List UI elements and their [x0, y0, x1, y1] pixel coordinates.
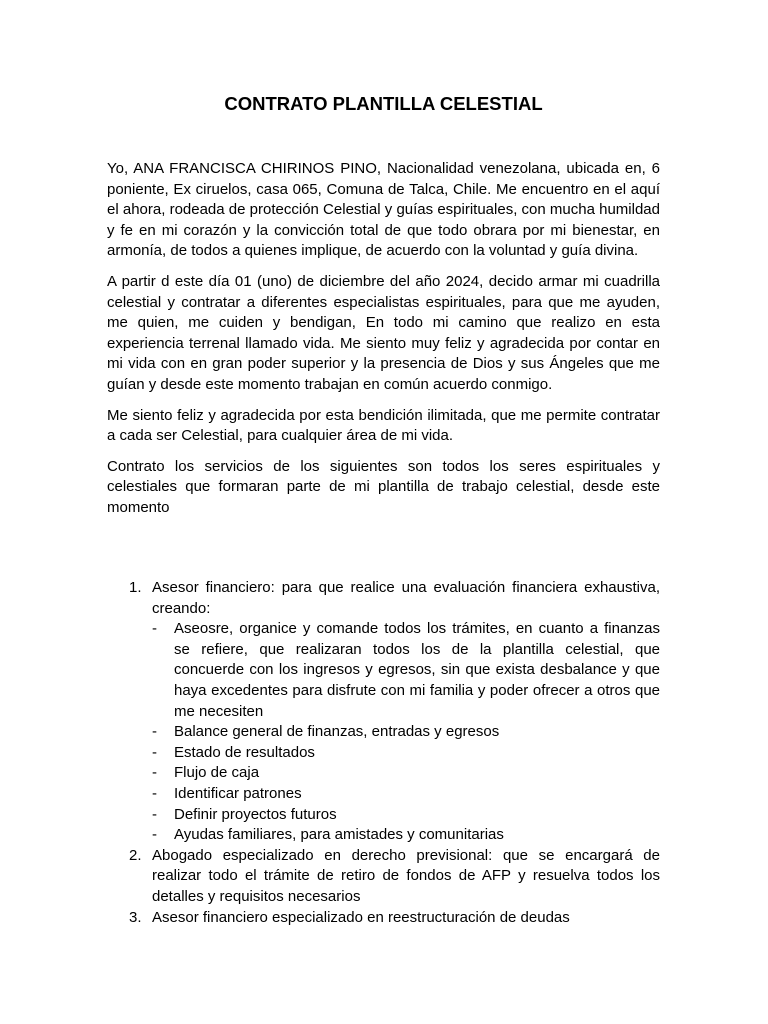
sub-list-item — [152, 722, 660, 743]
list-number: 2. — [129, 846, 142, 864]
sub-item-text: Balance general de finanzas, entradas y egresos — [174, 723, 500, 741]
sub-item-text: Identificar patrones — [174, 784, 302, 802]
paragraph-gratitude: Me siento feliz y agradecida por esta bendición ilimitada, que me permite contratar a cada ser Celestial, para cualquier área de mi vida. — [107, 406, 660, 445]
dash-marker: - — [152, 784, 157, 802]
list-item-text: Abogado especializado en derecho previsional: que se encargará de realizar todo el trámite de retiro de fondos de AFP y resuelva todos los detalles y requisitos necesarios — [152, 846, 660, 905]
dash-marker: - — [152, 805, 157, 823]
document-body — [107, 159, 660, 529]
sub-list-item — [152, 763, 660, 784]
dash-marker: - — [152, 826, 157, 844]
sub-list-item — [152, 784, 660, 805]
paragraph-services: Contrato los servicios de los siguientes son todos los seres espirituales y celestiales que formaran parte de mi plantilla de trabajo celestial, desde este momento — [107, 457, 660, 516]
sub-item-text: Definir proyectos futuros — [174, 805, 337, 823]
sub-item-text: Aseosre, organice y comande todos los trámites, en cuanto a finanzas se refiere, que realizaran todos los de la plantilla celestial, que concuerde con los ingresos y egresos, sin que exista desbalance y que haya excedentes para disfrute con mi familia y poder ofrecer a otros que me necesiten — [174, 620, 660, 720]
services-list — [107, 578, 660, 928]
dash-marker: - — [152, 764, 157, 782]
document-title: CONTRATO PLANTILLA CELESTIAL — [224, 93, 543, 114]
list-number: 1. — [129, 579, 142, 596]
sub-list-item — [152, 805, 660, 826]
sub-item-text: Estado de resultados — [174, 743, 315, 761]
dash-marker: - — [152, 620, 157, 638]
list-item-text: Asesor financiero especializado en reestructuración de deudas — [152, 908, 570, 926]
list-number: 3. — [129, 908, 142, 926]
sub-item-text: Flujo de caja — [174, 764, 260, 782]
list-item — [107, 846, 660, 908]
dash-marker: - — [152, 723, 157, 741]
sub-item-text: Ayudas familiares, para amistades y comunitarias — [174, 826, 504, 844]
list-item-text: Asesor financiero: para que realice una evaluación financiera exhaustiva, creando: — [152, 579, 660, 617]
paragraph-decision: A partir d este día 01 (uno) de diciembre del año 2024, decido armar mi cuadrilla celestial y contratar a diferentes especialistas espirituales, para que me ayuden, me quien, me cuiden y bendigan, En todo mi camino que realizo en esta experiencia terrenal llamado vida. Me siento muy feliz y agradecida por contar en mi vida con en gran poder superior y la presencia de Dios y sus Ángeles que me guían y desde este momento trabajan en común acuerdo conmigo. — [107, 272, 660, 393]
sub-list-item — [152, 743, 660, 764]
dash-marker: - — [152, 743, 157, 761]
sub-list-item — [152, 825, 660, 846]
sub-list — [152, 619, 660, 846]
paragraph-intro: Yo, ANA FRANCISCA CHIRINOS PINO, Nacionalidad venezolana, ubicada en, 6 poniente, Ex ciruelos, casa 065, Comuna de Talca, Chile. Me encuentro en el aquí el ahora, rodeada de protección Celestial y guías espirituales, con mucha humildad y fe en mi corazón y la convicción total de que todo obrara por mi bienestar, en armonía, de todos a quienes implique, de acuerdo con la voluntad y guía divina. — [107, 160, 660, 260]
list-item — [107, 578, 660, 846]
sub-list-item — [152, 619, 660, 722]
list-item — [107, 908, 660, 929]
